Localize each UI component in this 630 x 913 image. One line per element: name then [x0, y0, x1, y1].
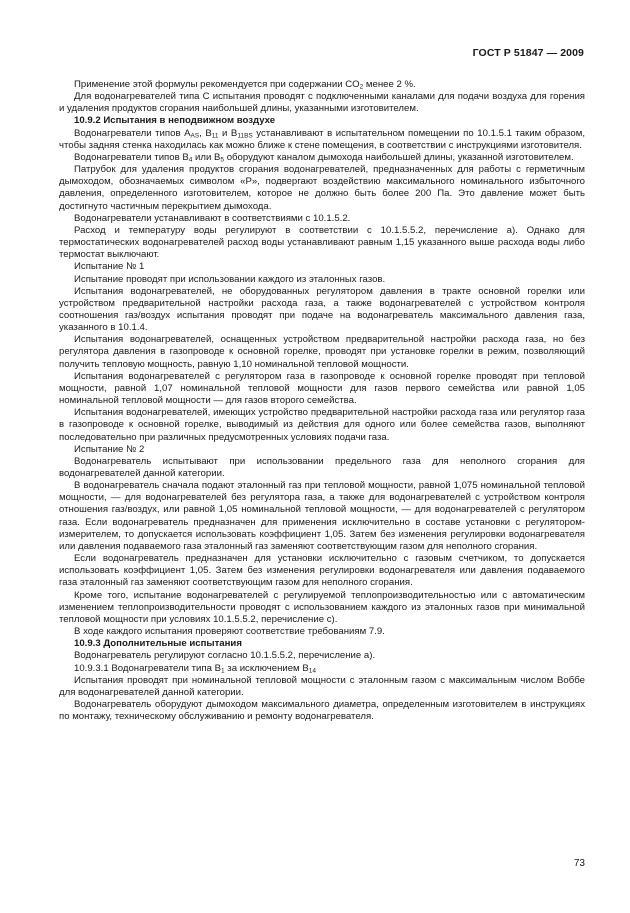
paragraph: Кроме того, испытание водонагревателей с регулируемой теплопроизводительностью или с автоматическим изменением теплопроизводительности проводят с использованием каждого из эталонных газов при минимальной тепловой мощности при условиях 10.1.5.5.2, перечисление с).: [59, 589, 585, 625]
section-heading: 10.9.3 Дополнительные испытания: [74, 638, 242, 650]
paragraph: Для водонагревателей типа C испытания проводят с подключенными каналами для подачи воздуха для горения и удаления продуктов сгорания наибольшей длины, указанными изготовителем.: [59, 91, 585, 115]
paragraph: В водонагреватель сначала подают эталонный газ при тепловой мощности, равной 1,075 номинальной тепловой мощности, — для водонагревателей без регулятора газа, а также для водонагревателей с устройством контроля отношения газ/воздух, или равной 1,05 номинальной тепловой мощности, — для водонагревателей с регулятором газа. Если водонагреватель предназначен для применения исключительно в составе установки с регулятором-измерителем, то допускается использовать коэффициент 1,05. Затем без изменения регулировки водонагревателя или давления подаваемого газа эталонный газ заменяют соответствующим газом для неполного сгорания.: [59, 480, 585, 552]
paragraph: Испытания водонагревателей, не оборудованных регулятором давления в тракте основной горелки или устройством предварительной настройки расхода газа, а также водонагревателей с устройством контроля соотношения газ/воздух испытания проводят при подаче на водонагреватель максимального давления газа, указанного в 10.1.4.: [59, 285, 585, 334]
page-number: 73: [573, 858, 585, 869]
paragraph: Водонагреватели устанавливают в соответствиями с 10.1.5.2.: [74, 212, 351, 224]
paragraph: Испытание проводят при использовании каждого из эталонных газов.: [74, 273, 386, 285]
paragraph: 10.9.3.1 Водонагреватели типа $B_1$ за исключением $B_{14}$: [74, 662, 316, 674]
paragraph: Испытания водонагревателей, имеющих устройство предварительной настройки расхода газа или регулятор газа в газопроводе к основной горелке, выводимый из действия для одного или более семейства газов, выполняют последовательно при различных предусмотренных условиях подачи газа.: [59, 407, 585, 443]
paragraph: Водонагреватель оборудуют дымоходом максимального диаметра, определенным изготовителем в инструкциях по монтажу, техническому обслуживанию и ремонту водонагревателя.: [59, 698, 585, 723]
paragraph: В ходе каждого испытания проверяют соответствие требованиям 7.9.: [74, 626, 385, 638]
section-heading: 10.9.2 Испытания в неподвижном воздухе: [74, 115, 276, 127]
paragraph: Водонагреватели типов $B_4$ или $B_5$ оборудуют каналом дымохода наибольшей длины, указанной изготовителем.: [74, 151, 574, 164]
paragraph: Водонагреватель испытывают при использовании предельного газа для неполного сгорания для водонагревателей данной категории.: [59, 455, 585, 479]
paragraph: Испытание № 2: [74, 443, 145, 455]
document-id-header: ГОСТ Р 51847 — 2009: [472, 47, 584, 59]
paragraph: Испытания водонагревателей, оснащенных устройством предварительной настройки расхода газа, но без регулятора давления в газопроводе к основной горелке, проводят при установке горелки в режим, позволяющий получить тепловую мощность, равную 1,10 номинальной тепловой мощности.: [59, 334, 585, 370]
paragraph: Расход и температуру воды регулируют в соответствии с 10.1.5.5.2, перечисление а). Однако для термостатических водонагревателей расход воды устанавливают равным 1,15 указанного выше расхода воды либо термостат выключают.: [59, 224, 585, 261]
paragraph: Применение этой формулы рекомендуется при содержании $CO_2$ менее 2 %.: [74, 79, 416, 91]
paragraph: Патрубок для удаления продуктов сгорания водонагревателей, предназначенных для работы с герметичным дымоходом, обозначаемых символом «P», подвергают воздействию максимального номинального избыточного давления, определенного изготовителем, которое не должно быть более 200 Па. Это давление может быть достигнуто частичным перекрытием дымохода.: [59, 164, 585, 212]
paragraph: Испытание № 1: [74, 261, 145, 273]
paragraph: Испытания проводят при номинальной тепловой мощности с эталонным газом с максимальным числом Воббе для водонагревателей данной категории.: [59, 674, 585, 698]
paragraph: Испытания водонагревателей с регулятором газа в газопроводе к основной горелке проводят при тепловой мощности, равной 1,07 номинальной тепловой мощности для газов первого семейства или равной 1,05 номинальной тепловой мощности — для газов второго семейства.: [59, 370, 585, 407]
paragraph: Водонагреватели типов $А_{AS}$, $B_{11}$ и $B_{11BS}$ устанавливают в испытательном помещении по 10.1.5.1 таким образом, чтобы задняя стенка находилась как можно ближе к стене помещения, в соответствии с инструкциями изготовителя.: [59, 127, 586, 151]
paragraph: Если водонагреватель предназначен для установки исключительно с газовым счетчиком, то допускается использовать коэффициент 1,05. Затем без изменения регулировки водонагревателя или давления подаваемого газа эталонный газ заменяют соответствующим газом для неполного сгорания.: [59, 553, 585, 589]
document-body: [59, 79, 585, 723]
paragraph: Водонагреватель регулируют согласно 10.1.5.5.2, перечисление а).: [74, 650, 376, 662]
